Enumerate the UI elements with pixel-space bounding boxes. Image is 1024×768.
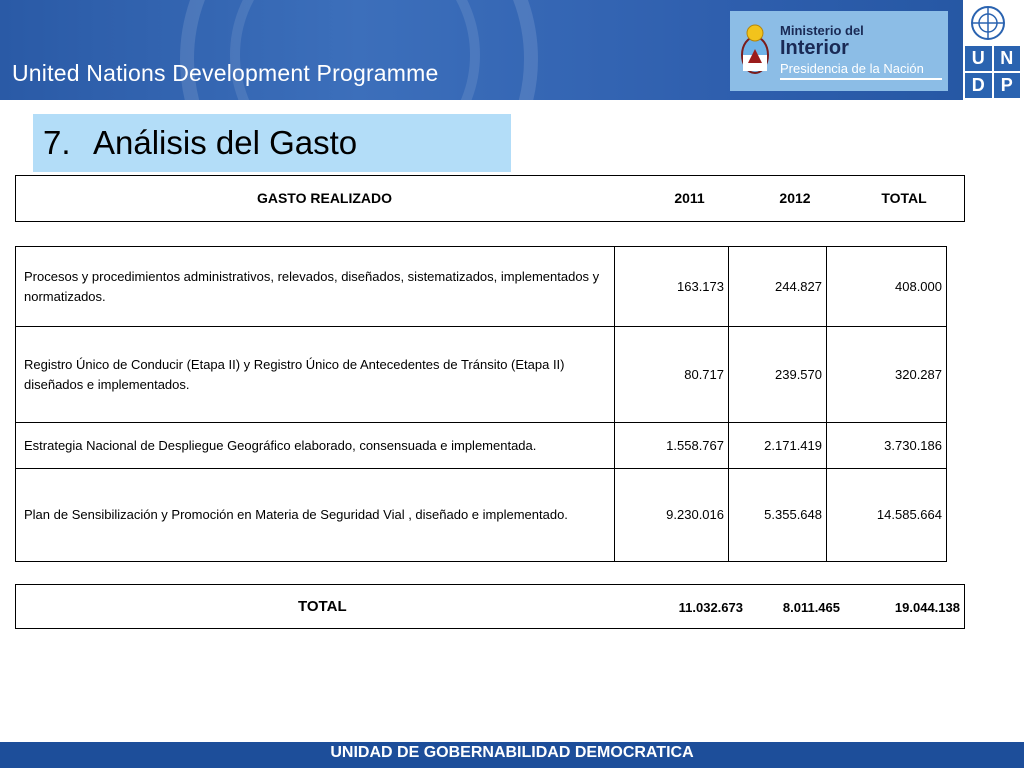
row-value-2012: 2.171.419 — [729, 423, 827, 469]
page-title-number: 7. — [43, 124, 71, 161]
row-description: Estrategia Nacional de Despliegue Geográfico elaborado, consensuada e implementada. — [16, 423, 615, 469]
undp-letter: D — [965, 73, 992, 98]
footer-bar — [0, 742, 1024, 768]
table-row — [16, 327, 947, 423]
footer-text: UNIDAD DE GOBERNABILIDAD DEMOCRATICA — [330, 744, 694, 761]
table-row — [16, 469, 947, 562]
undp-letter: U — [965, 46, 992, 71]
row-description: Plan de Sensibilización y Promoción en Materia de Seguridad Vial , diseñado e implementado. — [16, 469, 615, 562]
row-value-total: 320.287 — [827, 327, 947, 423]
undp-letter: P — [994, 73, 1021, 98]
ministry-logo — [730, 11, 948, 91]
table-row — [16, 423, 947, 469]
row-value-2012: 244.827 — [729, 247, 827, 327]
ministry-underline — [780, 78, 942, 80]
row-value-2011: 80.717 — [615, 327, 729, 423]
row-value-total: 408.000 — [827, 247, 947, 327]
row-description: Registro Único de Conducir (Etapa II) y Registro Único de Antecedentes de Tránsito (Etapa II) diseñados e implementados. — [16, 327, 615, 423]
totals-label: TOTAL — [298, 598, 347, 615]
page-title — [33, 114, 511, 172]
ministry-line3: Presidencia de la Nación — [780, 61, 924, 76]
header-2011: 2011 — [674, 190, 705, 206]
undp-letter: N — [994, 46, 1021, 71]
page-title-text: Análisis del Gasto — [93, 124, 358, 161]
banner-title: United Nations Development Programme — [12, 60, 439, 86]
totals-value-total: 19.044.138 — [894, 600, 960, 615]
argentina-crest-icon — [738, 19, 772, 81]
ministry-line1: Ministerio del — [780, 23, 864, 38]
row-value-total: 3.730.186 — [827, 423, 947, 469]
undp-logo — [963, 0, 1024, 100]
row-description: Procesos y procedimientos administrativos, relevados, diseñados, sistematizados, implementados y normatizados. — [16, 247, 615, 327]
header-banner — [0, 0, 1024, 100]
totals-value-2011: 11.032.673 — [678, 600, 743, 615]
row-value-total: 14.585.664 — [827, 469, 947, 562]
ministry-line2: Interior — [780, 37, 849, 59]
header-2012: 2012 — [779, 190, 811, 206]
table-row — [16, 247, 947, 327]
row-value-2011: 163.173 — [615, 247, 729, 327]
row-value-2012: 5.355.648 — [729, 469, 827, 562]
totals-value-2012: 8.011.465 — [782, 600, 840, 615]
row-value-2012: 239.570 — [729, 327, 827, 423]
row-value-2011: 9.230.016 — [615, 469, 729, 562]
undp-letters — [965, 46, 1020, 98]
header-total: TOTAL — [881, 190, 927, 206]
row-value-2011: 1.558.767 — [615, 423, 729, 469]
header-gasto-realizado: GASTO REALIZADO — [256, 190, 393, 206]
un-emblem-icon — [969, 4, 1007, 42]
table-header — [15, 175, 965, 222]
expense-table — [15, 246, 947, 562]
totals-row — [15, 584, 965, 629]
